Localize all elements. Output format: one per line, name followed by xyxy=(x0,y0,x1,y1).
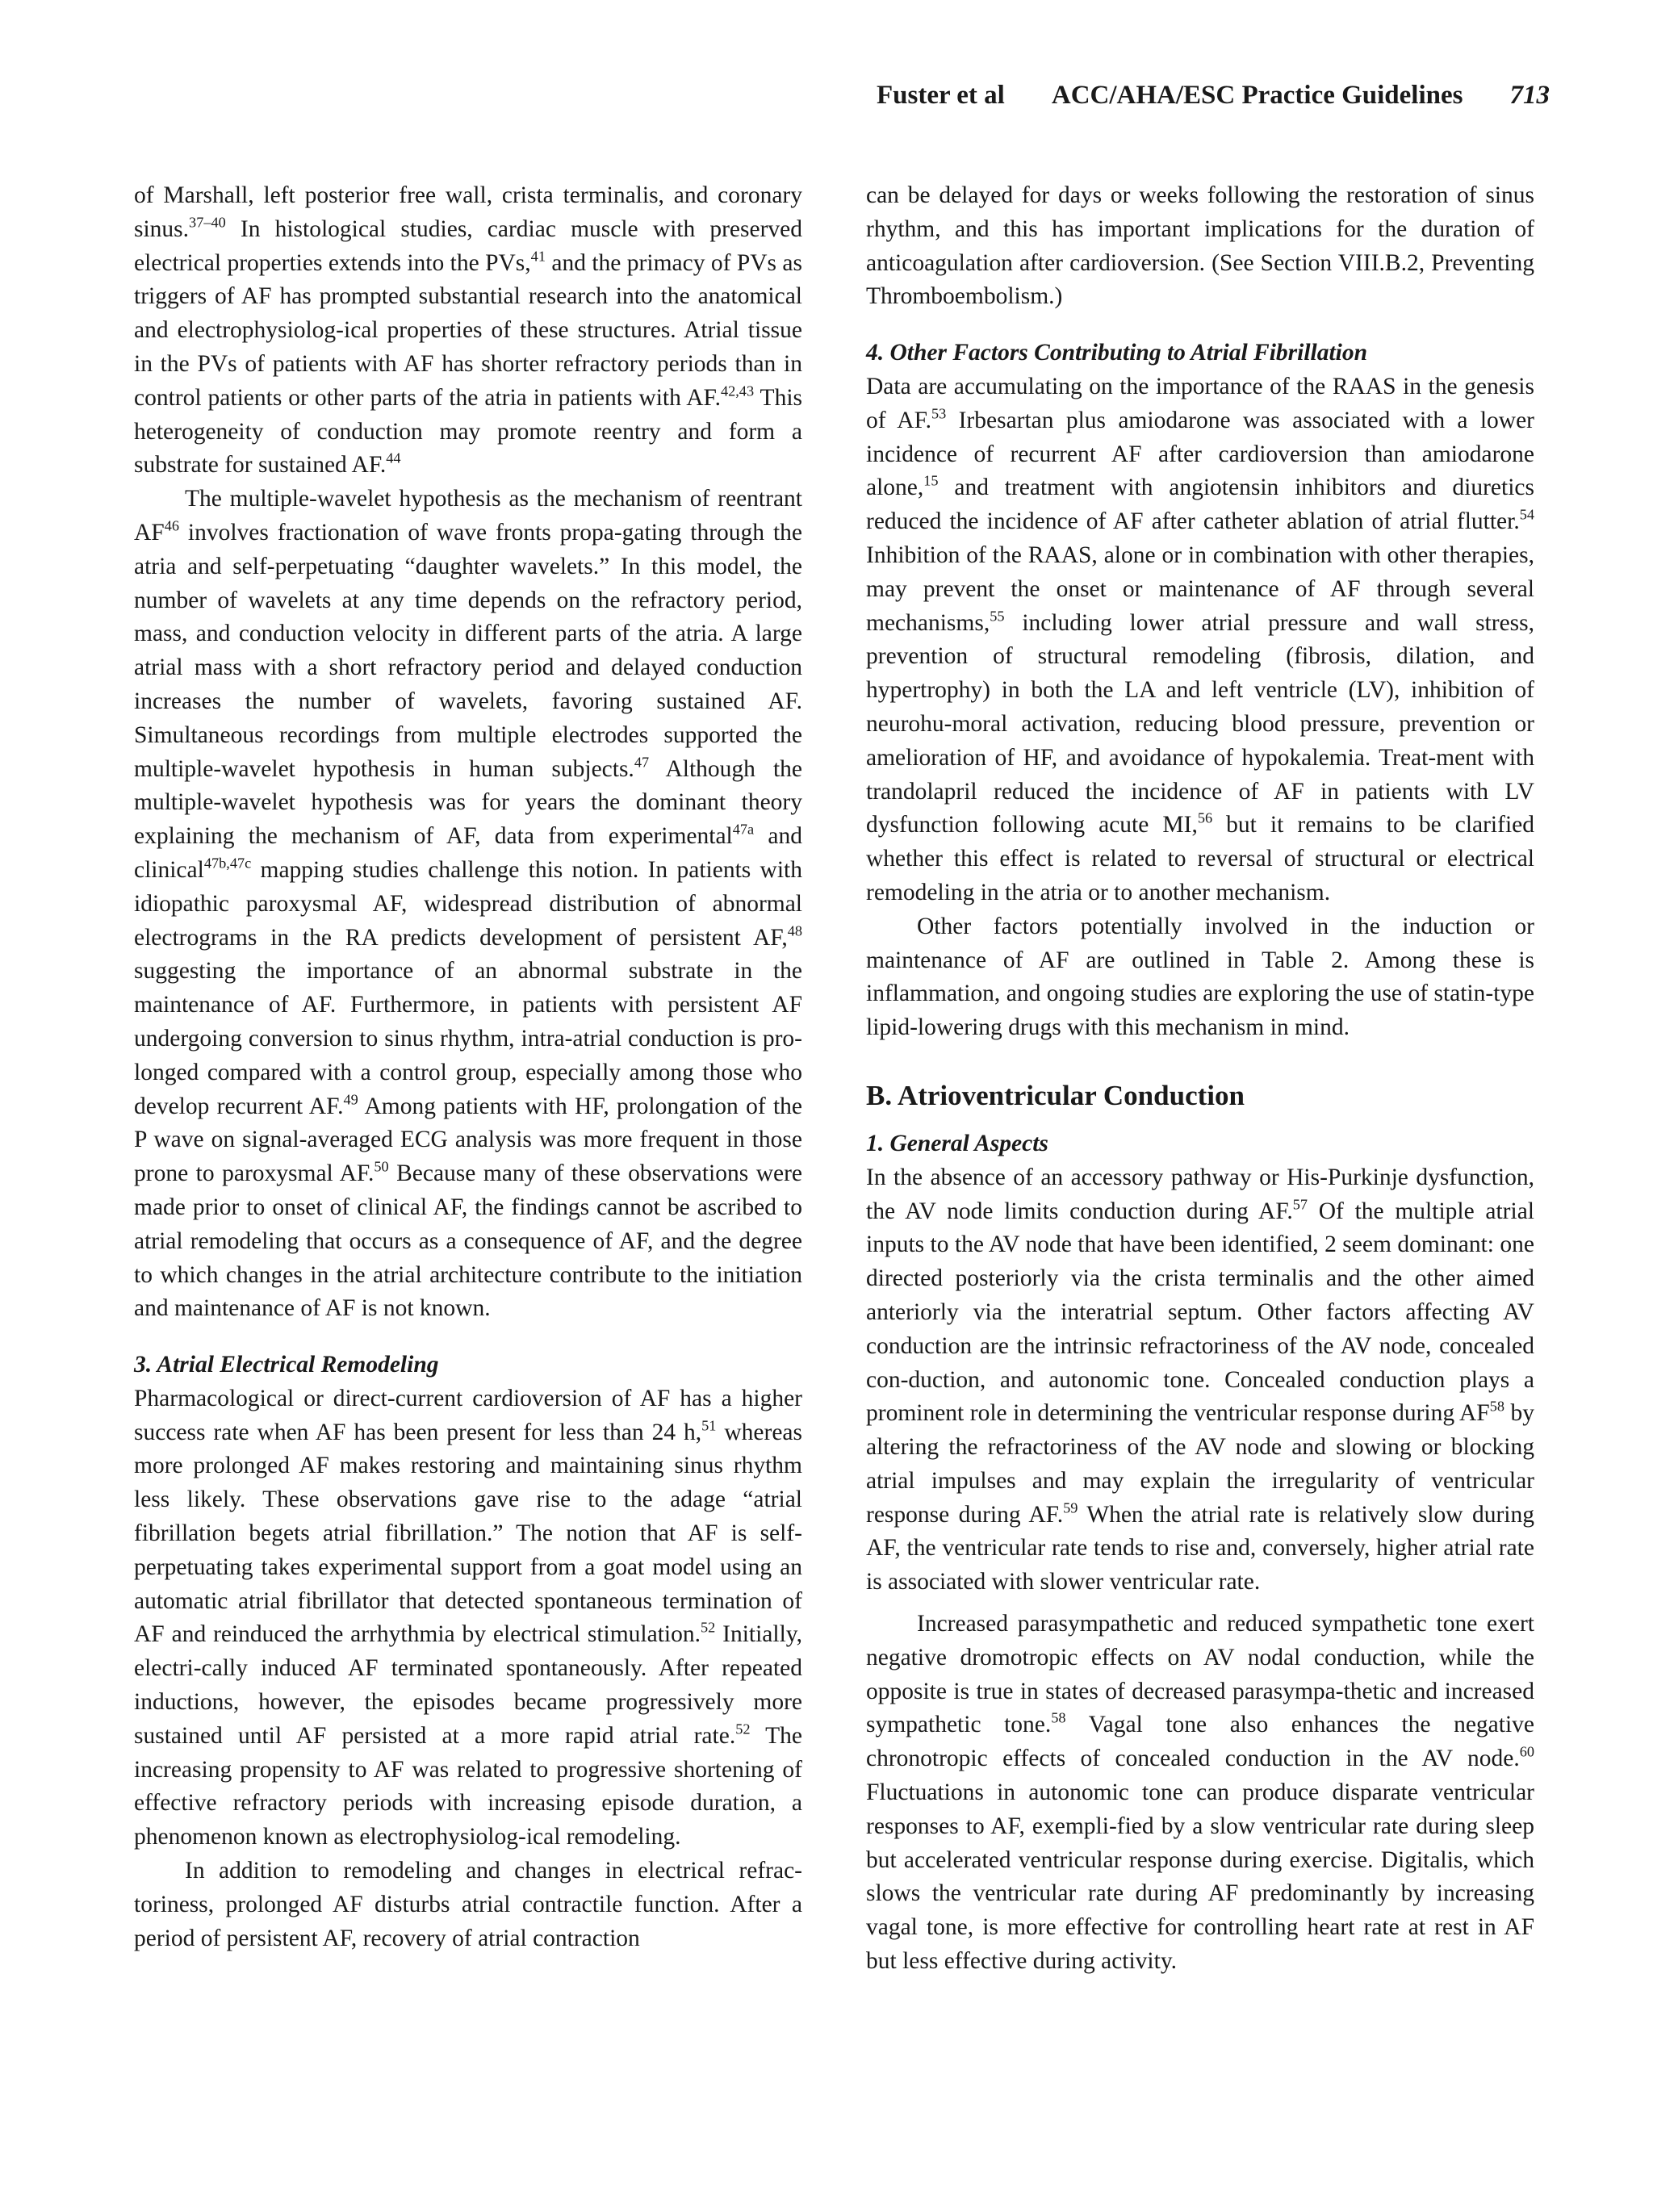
paragraph: The multiple-wavelet hypothesis as the mechanism of reentrant AF$^{46}$ involves fractionation of wave fronts propa-gating through the atria and self-perpetuating “daughter wavelets.” In this model, the number of wavelets at any time depends on the refractory period, mass, and conduction velocity in different parts of the atria. A large atrial mass with a short refractory period and delayed conduction increases the number of wavelets, favoring sustained AF. Simultaneous recordings from multiple electrodes supported the multiple-wavelet hypothesis in human subjects.$^{47}$ Although the multiple-wavelet hypothesis was for years the dominant theory explaining the mechanism of AF, data from experimental$^{47a}$ and clinical$^{47b,47c}$ mapping studies challenge this notion. In patients with idiopathic paroxysmal AF, widespread distribution of abnormal electrograms in the RA predicts development of persistent AF,$^{48}$ suggesting the importance of an abnormal substrate in the maintenance of AF. Furthermore, in patients with persistent AF undergoing conversion to sinus rhythm, intra-atrial conduction is pro-longed compared with a control group, especially among those who develop recurrent AF.$^{49}$ Among patients with HF, prolongation of the P wave on signal-averaged ECG analysis was more frequent in those prone to paroxysmal AF.$^{50}$ Because many of these observations were made prior to onset of clinical AF, the findings cannot be ascribed to atrial remodeling that occurs as a consequence of AF, and the degree to which changes in the atrial architecture contribute to the initiation and maintenance of AF is not known. xyxy=(134,486,803,1322)
citation: 55 xyxy=(990,608,1005,625)
citation: 50 xyxy=(374,1158,389,1175)
citation: 41 xyxy=(530,248,546,265)
citation: 46 xyxy=(164,517,179,534)
citation: 47a xyxy=(732,821,755,838)
subsection-heading: 4. Other Factors Contributing to Atrial Fibrillation xyxy=(866,340,1368,366)
paragraph: Data are accumulating on the importance of the RAAS in the genesis of AF.$^{53}$ Irbesartan plus amiodarone was associated with a lower incidence of recurrent AF after cardioversion than amiodarone alone,$^{15}$ and treatment with angiotensin inhibitors and diuretics reduced the incidence of AF after catheter ablation of atrial flutter.$^{54}$ Inhibition of the RAAS, alone or in combination with other therapies, may prevent the onset or maintenance of AF through several mechanisms,$^{55}$ including lower atrial pressure and wall stress, prevention of structural remodeling (fibrosis, dilation, and hypertrophy) in both the LA and left ventricle (LV), inhibition of neurohu-moral activation, reducing blood pressure, prevention or amelioration of HF, and avoidance of hypokalemia. Treat-ment with trandolapril reduced the incidence of AF in patients with LV dysfunction following acute MI,$^{56}$ but it remains to be clarified whether this effect is related to reversal of structural or electrical remodeling in the atria or to another mechanism. xyxy=(866,373,1534,905)
paragraph: of Marshall, left posterior free wall, crista terminalis, and coronary sinus.$^{37-40}$ In histological studies, cardiac muscle with preserved electrical properties extends into the PVs,$^{41}$ and the primacy of PVs as triggers of AF has prompted substantial research into the anatomical and electrophysiolog-ical properties of these structures. Atrial tissue in the PVs of patients with AF has shorter refractory periods than in control patients or other parts of the atria in patients with AF.$^{42,43}$ This heterogeneity of conduction may promote reentry and form a substrate for sustained AF.$^{44}$ xyxy=(134,182,802,479)
paragraph: Other factors potentially involved in the induction or maintenance of AF are outlined in Table 2. Among these is inflammation, and ongoing studies are exploring the use of statin-type lipid-lowering drugs with this mechanism in mind. xyxy=(866,913,1534,1041)
citation: 49 xyxy=(343,1091,358,1108)
citation: 52 xyxy=(735,1721,751,1737)
citation: 37–40 xyxy=(189,214,226,231)
paragraph: Increased parasympathetic and reduced sympathetic tone exert negative dromotropic effects on AV nodal conduction, while the opposite is true in states of decreased parasympa-thetic and increased sympathetic tone.$^{58}$ Vagal tone also enhances the negative chronotropic effects of concealed conduction in the AV node.$^{60}$ Fluctuations in autonomic tone can produce disparate ventricular responses to AF, exempli-fied by a slow ventricular rate during sleep but accelerated ventricular response during exercise. Digitalis, which slows the ventricular rate during AF predominantly by increasing vagal tone, is more effective for controlling heart rate at rest in AF but less effective during activity. xyxy=(866,1611,1534,1975)
page-number: 713 xyxy=(1509,81,1550,110)
citation: 60 xyxy=(1519,1743,1534,1760)
header-journal: ACC/AHA/ESC Practice Guidelines xyxy=(1051,81,1463,110)
citation: 15 xyxy=(923,473,939,490)
citation: 47 xyxy=(634,754,650,771)
subsection-heading: 1. General Aspects xyxy=(866,1130,1048,1156)
citation: 58 xyxy=(1489,1398,1504,1415)
left-column xyxy=(134,179,802,1955)
paragraph: Pharmacological or direct-current cardioversion of AF has a higher success rate when AF has been present for less than 24 h,$^{51}$ whereas more prolonged AF makes restoring and maintaining sinus rhythm less likely. These observations gave rise to the adage “atrial fibrillation begets atrial fibrillation.” The notion that AF is self-perpetuating takes experimental support from a goat model using an automatic atrial fibrillator that detected spontaneous termination of AF and reinduced the arrhythmia by electrical stimulation.$^{52}$ Initially, electri-cally induced AF terminated spontaneously. After repeated inductions, however, the episodes became progressively more sustained until AF persisted at a more rapid atrial rate.$^{52}$ The increasing propensity to AF was related to progressive shortening of effective refractory periods with increasing episode duration, a phenomenon known as electrophysiolog-ical remodeling. xyxy=(134,1385,803,1850)
citation: 52 xyxy=(700,1620,716,1637)
citation: 56 xyxy=(1197,810,1213,827)
header-authors: Fuster et al xyxy=(877,81,1005,110)
citation: 48 xyxy=(787,922,802,939)
section-heading: B. Atrioventricular Conduction xyxy=(866,1079,1245,1111)
citation: 59 xyxy=(1063,1499,1078,1516)
paragraph: can be delayed for days or weeks following the restoration of sinus rhythm, and this has important implications for the duration of anticoagulation after cardioversion. (See Section VIII.B.2, Preventing Thromboembolism.) xyxy=(866,182,1534,310)
paragraph: In the absence of an accessory pathway or His-Purkinje dysfunction, the AV node limits conduction during AF.$^{57}$ Of the multiple atrial inputs to the AV node that have been identified, 2 seem dominant: one directed posteriorly via the crista terminalis and the other aimed anteriorly via the interatrial septum. Other factors affecting AV conduction are the intrinsic refractoriness of the AV node, concealed con-duction, and autonomic tone. Concealed conduction plays a prominent role in determining the ventricular response during AF$^{58}$ by altering the refractoriness of the AV node and slowing or blocking atrial impulses and may explain the irregularity of ventricular response during AF.$^{59}$ When the atrial rate is relatively slow during AF, the ventricular rate tends to rise and, conversely, higher atrial rate is associated with slower ventricular rate. xyxy=(866,1164,1534,1595)
right-column xyxy=(866,179,1534,1979)
citation: 44 xyxy=(386,450,401,467)
subsection-heading: 3. Atrial Electrical Remodeling xyxy=(134,1352,439,1378)
citation: 57 xyxy=(1292,1196,1308,1213)
paragraph: In addition to remodeling and changes in electrical refrac-toriness, prolonged AF disturbs atrial contractile function. After a period of persistent AF, recovery of atrial contraction xyxy=(134,1858,802,1951)
citation: 47b,47c xyxy=(203,855,252,872)
citation: 42,43 xyxy=(720,383,755,399)
citation: 54 xyxy=(1519,506,1534,523)
citation: 53 xyxy=(931,405,947,422)
running-header xyxy=(877,81,1550,121)
citation: 58 xyxy=(1051,1710,1066,1727)
citation: 51 xyxy=(701,1417,717,1434)
